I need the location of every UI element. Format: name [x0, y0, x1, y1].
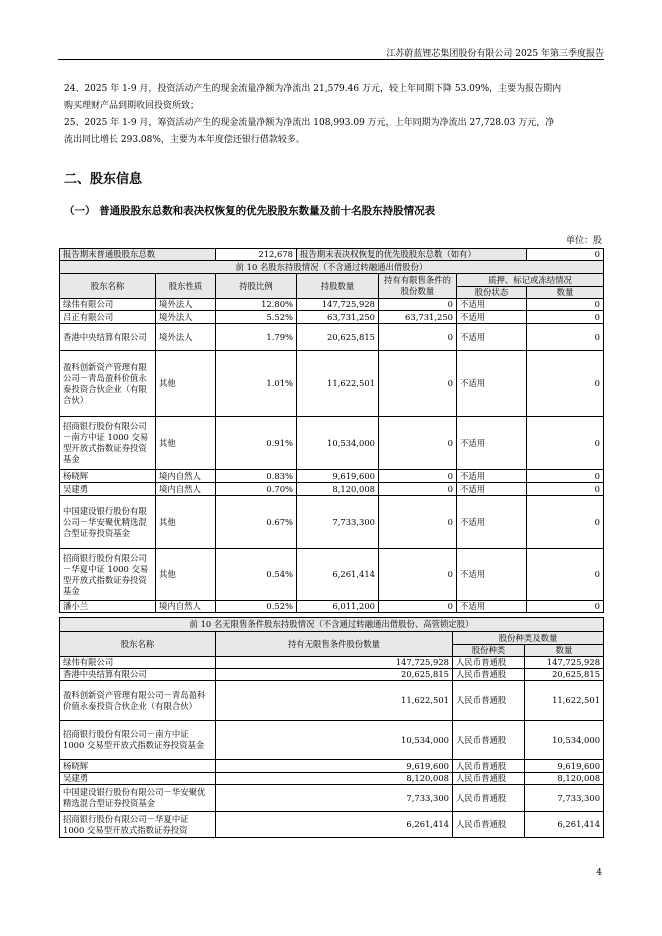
share-type: 人民币普通股	[453, 785, 525, 812]
shareholder-restricted: 0	[379, 470, 457, 483]
shareholder-name: 中国建设银行股份有限公司－华安聚优精选混合型证券投资基金	[60, 496, 156, 549]
header-shares: 持股数量	[297, 274, 379, 299]
share-qty: 20,625,815	[525, 669, 604, 681]
share-qty: 10,534,000	[525, 721, 604, 760]
table-row	[60, 785, 604, 812]
unrestricted-shares: 147,725,928	[216, 657, 453, 669]
table-row	[60, 721, 604, 760]
shareholder-restricted: 0	[379, 549, 457, 601]
shareholder-nature: 境内自然人	[156, 601, 216, 613]
shareholder-restricted: 0	[379, 351, 457, 417]
header-qty: 数量	[525, 645, 604, 657]
shareholder-qty: 0	[527, 417, 604, 470]
shareholder-name: 中国建设银行股份有限公司－华安聚优精选混合型证券投资基金	[60, 785, 216, 812]
paragraph-25-line2: 流出同比增长 293.08%，主要为本年度偿还银行借款较多。	[64, 135, 305, 145]
top10-title: 前 10 名股东持股情况（不含通过转融通出借股份）	[60, 261, 604, 274]
shareholder-name: 盈科创新资产管理有限公司－青岛盈科价值永泰投资合伙企业（有限合伙）	[60, 681, 216, 721]
table-row	[60, 483, 604, 496]
total-holders-label: 报告期末普通股股东总数	[60, 249, 216, 261]
shareholder-name: 招商银行股份有限公司－南方中证 1000 交易型开放式指数证券投资基金	[60, 417, 156, 470]
shareholder-nature: 境外法人	[156, 324, 216, 351]
shareholder-qty: 0	[527, 483, 604, 496]
header-name: 股东名称	[60, 274, 156, 299]
share-qty: 6,261,414	[525, 812, 604, 838]
shareholder-shares: 8,120,008	[297, 483, 379, 496]
shareholder-name: 招商银行股份有限公司－华夏中证 1000 交易型开放式指数证券投资	[60, 812, 216, 838]
shareholder-ratio: 0.52%	[216, 601, 297, 613]
shareholder-name: 吕正有限公司	[60, 311, 156, 324]
top10-shareholders-table	[59, 248, 604, 613]
shareholder-ratio: 12.80%	[216, 299, 297, 311]
shareholder-shares: 147,725,928	[297, 299, 379, 311]
pref-holders-value: 0	[527, 249, 604, 261]
shareholder-name: 吴建勇	[60, 483, 156, 496]
unrestricted-shares: 8,120,008	[216, 773, 453, 785]
shareholder-ratio: 0.67%	[216, 496, 297, 549]
table-row	[60, 681, 604, 721]
shareholder-shares: 20,625,815	[297, 324, 379, 351]
table-row	[60, 470, 604, 483]
shareholder-nature: 境内自然人	[156, 470, 216, 483]
section-title: 二、股东信息	[64, 172, 143, 187]
shareholder-shares: 10,534,000	[297, 417, 379, 470]
shareholder-nature: 境外法人	[156, 311, 216, 324]
shareholder-ratio: 0.70%	[216, 483, 297, 496]
table-row	[60, 601, 604, 613]
table-row	[60, 311, 604, 324]
shareholder-name: 绿伟有限公司	[60, 299, 156, 311]
shareholder-nature: 其他	[156, 496, 216, 549]
shareholder-name: 招商银行股份有限公司－华夏中证 1000 交易型开放式指数证券投资基金	[60, 549, 156, 601]
shareholder-ratio: 1.79%	[216, 324, 297, 351]
unrestricted-shareholders-table	[59, 617, 604, 838]
shareholder-ratio: 0.83%	[216, 470, 297, 483]
share-qty: 11,622,501	[525, 681, 604, 721]
shareholder-restricted: 0	[379, 483, 457, 496]
shareholder-name: 香港中央结算有限公司	[60, 324, 156, 351]
shareholder-status: 不适用	[457, 601, 527, 613]
shareholder-name: 盈科创新资产管理有限公司－青岛盈科价值永泰投资合伙企业（有限合伙）	[60, 351, 156, 417]
paragraph-24-line2: 购买理财产品到期收回投资所致；	[64, 101, 200, 111]
shareholder-name: 吴建勇	[60, 773, 216, 785]
table-row	[60, 812, 604, 838]
table-row	[60, 657, 604, 669]
shareholder-nature: 境内自然人	[156, 483, 216, 496]
table-row	[60, 417, 604, 470]
shareholder-status: 不适用	[457, 351, 527, 417]
header-restricted: 持有有限售条件的股份数量	[379, 274, 457, 299]
share-qty: 9,619,600	[525, 760, 604, 773]
report-header: 江苏蔚蓝锂芯集团股份有限公司 2025 年第三季度报告	[386, 49, 604, 59]
shareholder-shares: 63,731,250	[297, 311, 379, 324]
table-row	[60, 299, 604, 311]
shareholder-nature: 其他	[156, 351, 216, 417]
shareholder-status: 不适用	[457, 311, 527, 324]
shareholder-ratio: 5.52%	[216, 311, 297, 324]
shareholder-qty: 0	[527, 549, 604, 601]
shareholder-status: 不适用	[457, 324, 527, 351]
paragraph-25	[64, 115, 604, 149]
header-status: 股份状态	[457, 287, 527, 299]
shareholder-name: 杨晓辉	[60, 470, 156, 483]
header-type: 股份种类	[453, 645, 525, 657]
share-type: 人民币普通股	[453, 681, 525, 721]
table-row	[60, 496, 604, 549]
paragraph-24	[64, 81, 604, 115]
header-unrestricted-shares: 持有无限售条件股份数量	[216, 632, 453, 657]
share-type: 人民币普通股	[453, 773, 525, 785]
shareholder-nature: 其他	[156, 417, 216, 470]
unrestricted-shares: 7,733,300	[216, 785, 453, 812]
shareholder-restricted: 63,731,250	[379, 311, 457, 324]
shareholder-qty: 0	[527, 299, 604, 311]
shareholder-restricted: 0	[379, 417, 457, 470]
shareholder-ratio: 1.01%	[216, 351, 297, 417]
table-row	[60, 669, 604, 681]
unrestricted-shares: 6,261,414	[216, 812, 453, 838]
shareholder-shares: 11,622,501	[297, 351, 379, 417]
shareholder-ratio: 0.91%	[216, 417, 297, 470]
table-row	[60, 324, 604, 351]
shareholder-status: 不适用	[457, 496, 527, 549]
shareholder-shares: 7,733,300	[297, 496, 379, 549]
shareholder-ratio: 0.54%	[216, 549, 297, 601]
paragraph-25-line1: 25、2025 年 1-9 月，筹资活动产生的现金流量净额为净流出 108,993.09 万元，上年同期为净流出 27,728.03 万元，净	[64, 118, 555, 128]
share-qty: 8,120,008	[525, 773, 604, 785]
shareholder-qty: 0	[527, 324, 604, 351]
subsection-title: （一） 普通股股东总数和表决权恢复的优先股股东数量及前十名股东持股情况表	[64, 205, 436, 217]
shareholder-qty: 0	[527, 470, 604, 483]
shareholder-status: 不适用	[457, 299, 527, 311]
share-type: 人民币普通股	[453, 721, 525, 760]
header-name: 股东名称	[60, 632, 216, 657]
header-nature: 股东性质	[156, 274, 216, 299]
share-type: 人民币普通股	[453, 669, 525, 681]
share-qty: 147,725,928	[525, 657, 604, 669]
share-type: 人民币普通股	[453, 812, 525, 838]
unrestricted-shares: 10,534,000	[216, 721, 453, 760]
header-rule	[58, 59, 604, 60]
shareholder-restricted: 0	[379, 299, 457, 311]
table-row	[60, 760, 604, 773]
shareholder-status: 不适用	[457, 483, 527, 496]
shareholder-nature: 其他	[156, 549, 216, 601]
shareholder-shares: 9,619,600	[297, 470, 379, 483]
shareholder-name: 绿伟有限公司	[60, 657, 216, 669]
shareholder-status: 不适用	[457, 470, 527, 483]
shareholder-qty: 0	[527, 311, 604, 324]
header-type-group: 股份种类及数量	[453, 632, 604, 645]
shareholder-nature: 境外法人	[156, 299, 216, 311]
unrestricted-shares: 20,625,815	[216, 669, 453, 681]
pref-holders-label: 报告期末表决权恢复的优先股股东总数（如有）	[297, 249, 527, 261]
header-pledge: 质押、标记或冻结情况	[457, 274, 604, 287]
shareholder-name: 招商银行股份有限公司－南方中证 1000 交易型开放式指数证券投资基金	[60, 721, 216, 760]
page-number: 4	[596, 868, 602, 878]
shareholder-name: 潘小兰	[60, 601, 156, 613]
table-row	[60, 351, 604, 417]
share-type: 人民币普通股	[453, 760, 525, 773]
shareholder-qty: 0	[527, 351, 604, 417]
shareholder-name: 杨晓辉	[60, 760, 216, 773]
shareholder-qty: 0	[527, 601, 604, 613]
header-ratio: 持股比例	[216, 274, 297, 299]
shareholder-name: 香港中央结算有限公司	[60, 669, 216, 681]
shareholder-status: 不适用	[457, 417, 527, 470]
unit-label: 单位：股	[565, 236, 602, 246]
shareholder-qty: 0	[527, 496, 604, 549]
total-holders-value: 212,678	[216, 249, 297, 261]
unrestricted-shares: 11,622,501	[216, 681, 453, 721]
shareholder-restricted: 0	[379, 496, 457, 549]
shareholder-restricted: 0	[379, 601, 457, 613]
shareholder-restricted: 0	[379, 324, 457, 351]
table-row	[60, 773, 604, 785]
shareholder-shares: 6,261,414	[297, 549, 379, 601]
share-type: 人民币普通股	[453, 657, 525, 669]
header-qty: 数量	[527, 287, 604, 299]
shareholder-status: 不适用	[457, 549, 527, 601]
unrestricted-title: 前 10 名无限售条件股东持股情况（不含通过转融通出借股份、高管锁定股）	[60, 618, 604, 632]
shareholder-shares: 6,011,200	[297, 601, 379, 613]
unrestricted-shares: 9,619,600	[216, 760, 453, 773]
share-qty: 7,733,300	[525, 785, 604, 812]
table-row	[60, 549, 604, 601]
paragraph-24-line1: 24、2025 年 1-9 月，投资活动产生的现金流量净额为净流出 21,579.46 万元，较上年同期下降 53.09%，主要为报告期内	[64, 84, 562, 94]
